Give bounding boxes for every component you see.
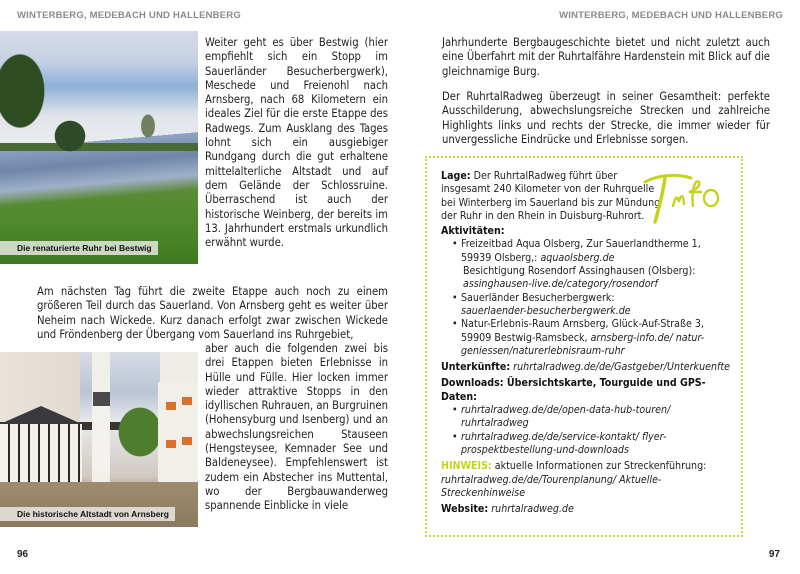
info-hinweis: HINWEIS: aktuelle Informationen zur Streckenführung: ruhrtalradweg.de/de/Tourenplanung/ Aktuelle-Streckenhinweise bbox=[441, 460, 707, 499]
paragraph-text: Jahrhunderte Bergbaugeschichte bietet und nicht zuletzt auch eine Überfahrt mit der Ruhrtalfähre Hardenstein mit Blick auf die gleichnamige Burg. bbox=[442, 36, 770, 78]
body-paragraph bbox=[37, 285, 388, 342]
info-box bbox=[425, 156, 743, 537]
running-head-right: WINTERBERG, MEDEBACH UND HALLENBERG bbox=[559, 10, 783, 21]
photo-caption: Die historische Altstadt von Arnsberg bbox=[0, 507, 175, 521]
info-unterkuenfte: Unterkünfte: ruhrtalradweg.de/de/Gastgeber/Unterkuenfte bbox=[441, 361, 730, 374]
church-tower bbox=[93, 392, 110, 472]
downloads-list bbox=[453, 404, 731, 457]
paragraph-text: Weiter geht es über Bestwig (hier empfiehlt sich ein Stopp im Sauerländer Besucherbergwerk), Meschede und Freienohl nach Arnsberg, nach 68 Kilometern ein ideales Ziel für die erste Etappe des Radwegs. Zum Ausklang des Tages lohnt sich ein ausgiebiger Rundgang durch die gut erhaltene mittelalterliche Altstadt und auf dem Gelände der Schlossruine. Überraschend ist auch der historische Weinberg, der bereits im 13. Jahrhundert erstmals urkundlich erwähnt wurde. bbox=[205, 36, 388, 250]
list-item: • Freizeitbad Aqua Olsberg, Zur Sauerlandtherme 1, 59939 Olsberg,: aquaolsberg.de Besichtigung Rosendorf Assinghausen (Olsberg): assinghausen-live.de/category/rosendorf bbox=[453, 238, 731, 291]
right-page bbox=[400, 0, 800, 574]
aktivitaeten-label: Aktivitäten: bbox=[441, 225, 505, 238]
link-assinghausen[interactable]: assinghausen-live.de/category/rosendorf bbox=[463, 278, 658, 291]
paragraph-text: aber auch die folgenden zwei bis drei Etappen bieten Erlebnisse in Hülle und Fülle. Hier locken immer wieder attraktive Stopps in den idyllischen Ruhrauen, an Burgruinen (Hohensyburg und Isenberg) und an abwechslungsreichen Stauseen (Hengsteysee, Kemnader See und Baldeneysee). Empfehlenswert ist zudem ein Abstecher ins Muttental, wo der Bergbauwanderweg spannende Einblicke in viele bbox=[205, 342, 388, 513]
half-timbered-house bbox=[0, 424, 82, 482]
info-logo-icon bbox=[639, 168, 727, 224]
body-paragraph bbox=[205, 342, 388, 514]
white-house bbox=[158, 382, 198, 487]
link-tourenplanung[interactable]: ruhrtalradweg.de/de/Tourenplanung/ Aktuelle-Streckenhinweise bbox=[441, 473, 662, 499]
body-paragraph bbox=[442, 90, 770, 147]
lage-label: Lage: bbox=[441, 170, 471, 182]
body-paragraph bbox=[442, 36, 770, 79]
lage-text: Der RuhrtalRadweg führt über insgesamt 240 Kilometer von der Ruhrquelle bei Winterberg im Sauerland bis zur Mündung der Ruhr in den Rhein in Duisburg-Ruhrort. bbox=[441, 170, 661, 222]
link-besucherbergwerk[interactable]: sauerlaender-besucherbergwerk.de bbox=[461, 304, 631, 317]
link-open-data-hub[interactable]: ruhrtalradweg.de/de/open-data-hub-touren/ ruhrtalradweg bbox=[461, 404, 671, 430]
paragraph-text: Der RuhrtalRadweg überzeugt in seiner Gesamtheit: perfekte Ausschilderung, abwechslungsreiche Strecken und zahlreiche Highlights links und rechts der Strecke, die immer wieder für unvergessliche Eindrücke und Erlebnisse sorgen. bbox=[442, 90, 770, 146]
link-aquaolsberg[interactable]: aquaolsberg.de bbox=[540, 251, 615, 264]
list-item: • Natur-Erlebnis-Raum Arnsberg, Glück-Auf-Straße 3, 59909 Bestwig-Ramsbeck, arnsberg-info.de/ natur-geniessen/naturerlebnisraum-ruhr bbox=[453, 318, 731, 358]
photo-river-bestwig bbox=[0, 31, 198, 264]
body-paragraph bbox=[205, 36, 388, 250]
link-arnsberg-info[interactable]: arnsberg-info.de/ natur-geniessen/naturerlebnisraum-ruhr bbox=[461, 331, 705, 357]
page-number-left: 96 bbox=[17, 549, 29, 560]
running-head-left: WINTERBERG, MEDEBACH UND HALLENBERG bbox=[17, 10, 241, 21]
paragraph-text: Am nächsten Tag führt die zweite Etappe auch noch zu einem größeren Teil durch das Sauerland. Von Arnsberg geht es weiter über Neheim nach Wickede. Kurz danach erfolgt zwar zwischen Wickede und Fröndenberg der Übergang vom Sauerland ins Ruhrgebiet, bbox=[37, 285, 388, 341]
photo-arnsberg-old-town bbox=[0, 352, 198, 527]
info-lage bbox=[441, 170, 661, 223]
list-item: • Sauerländer Besucherbergwerk: sauerlaender-besucherbergwerk.de bbox=[453, 292, 731, 319]
link-service-kontakt[interactable]: ruhrtalradweg.de/de/service-kontakt/ flyer-prospektbestellung-und-downloads bbox=[461, 430, 667, 456]
aktivitaeten-list bbox=[453, 238, 731, 358]
downloads-label: Downloads: Übersichtskarte, Tourguide und GPS-Daten: bbox=[441, 377, 706, 403]
list-item bbox=[453, 404, 731, 431]
list-item bbox=[453, 431, 731, 458]
info-website: Website: ruhrtalradweg.de bbox=[441, 503, 574, 516]
link-unterkuenfte[interactable]: ruhrtalradweg.de/de/Gastgeber/Unterkuenfte bbox=[513, 361, 730, 374]
link-website[interactable]: ruhrtalradweg.de bbox=[491, 503, 574, 516]
page-number-right: 97 bbox=[768, 549, 780, 560]
photo-caption: Die renaturierte Ruhr bei Bestwig bbox=[0, 241, 158, 255]
